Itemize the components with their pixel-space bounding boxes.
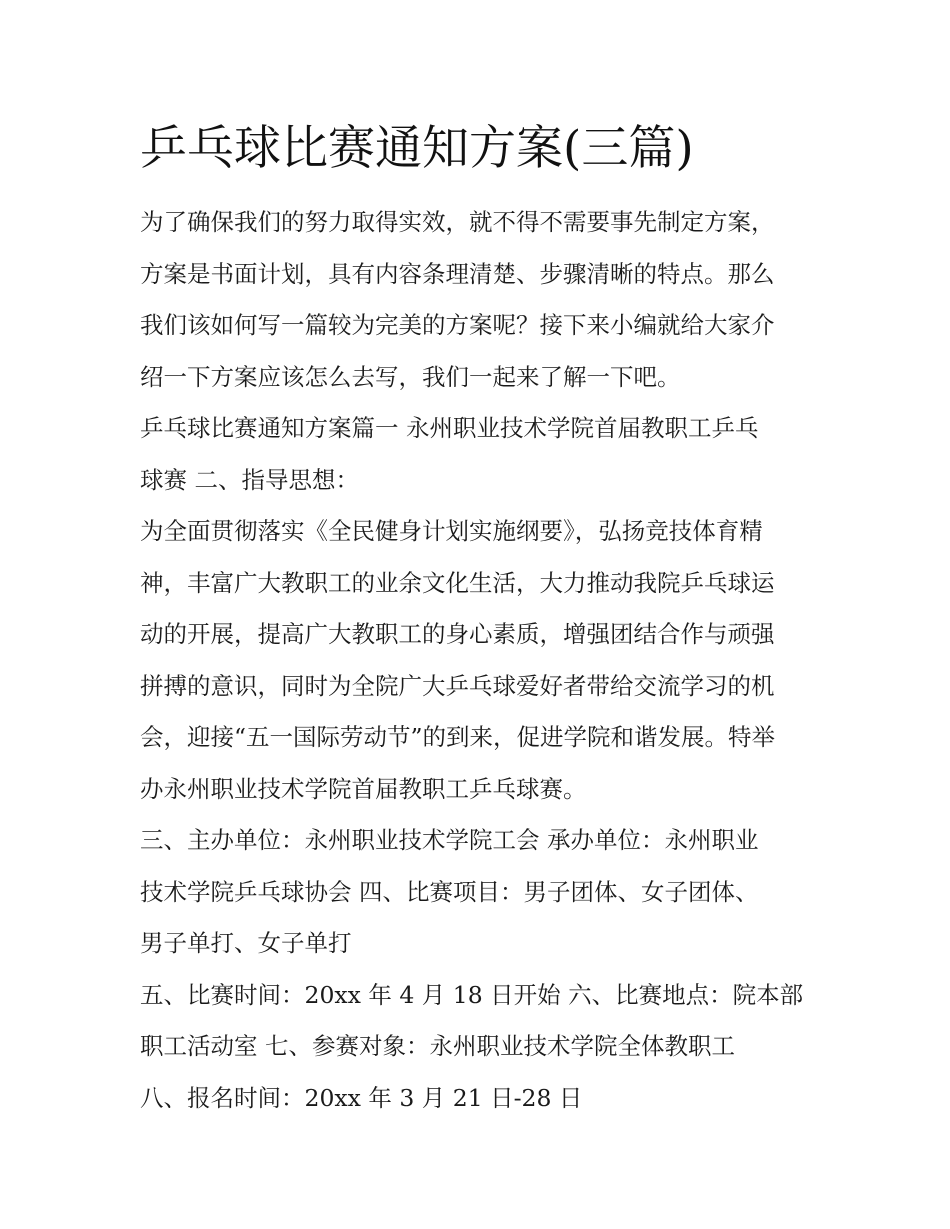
body-line: 绍一下方案应该怎么去写，我们一起来了解一下吧。	[140, 362, 681, 391]
body-line: 乒乓球比赛通知方案篇一 永州职业技术学院首届教职工乒乓	[140, 414, 759, 442]
body-line: 技术学院乒乓球协会 四、比赛项目：男子团体、女子团体、	[140, 877, 759, 906]
body-line: 动的开展，提高广大教职工的身心素质，增强团结合作与顽强	[140, 620, 775, 648]
body-line: 为了确保我们的努力取得实效，就不得不需要事先制定方案，	[140, 208, 775, 236]
body-line: 为全面贯彻落实《全民健身计划实施纲要》，弘扬竞技体育精	[140, 517, 763, 545]
body-line: 办永州职业技术学院首届教职工乒乓球赛。	[140, 774, 587, 803]
body-line: 我们该如何写一篇较为完美的方案呢？接下来小编就给大家介	[140, 311, 775, 339]
body-line: 方案是书面计划，具有内容条理清楚、步骤清晰的特点。那么	[140, 259, 775, 288]
body-line: 职工活动室 七、参赛对象：永州职业技术学院全体教职工	[140, 1032, 735, 1060]
body-line: 三、主办单位：永州职业技术学院工会 承办单位：永州职业	[140, 826, 759, 854]
document-title: 乒乓球比赛通知方案(三篇)	[140, 121, 694, 176]
body-line: 五、比赛时间：20xx 年 4 月 18 日开始 六、比赛地点：院本部	[140, 980, 804, 1009]
body-line: 球赛 二、指导思想：	[140, 465, 359, 494]
body-line: 八、报名时间：20xx 年 3 月 21 日-28 日	[140, 1083, 583, 1112]
document-body	[140, 197, 820, 1124]
body-line: 神，丰富广大教职工的业余文化生活，大力推动我院乒乓球运	[140, 568, 775, 597]
body-line: 男子单打、女子单打	[140, 929, 352, 957]
body-line: 会，迎接“五一国际劳动节”的到来，促进学院和谐发展。特举	[140, 723, 776, 751]
body-line: 拼搏的意识，同时为全院广大乒乓球爱好者带给交流学习的机	[140, 671, 775, 700]
